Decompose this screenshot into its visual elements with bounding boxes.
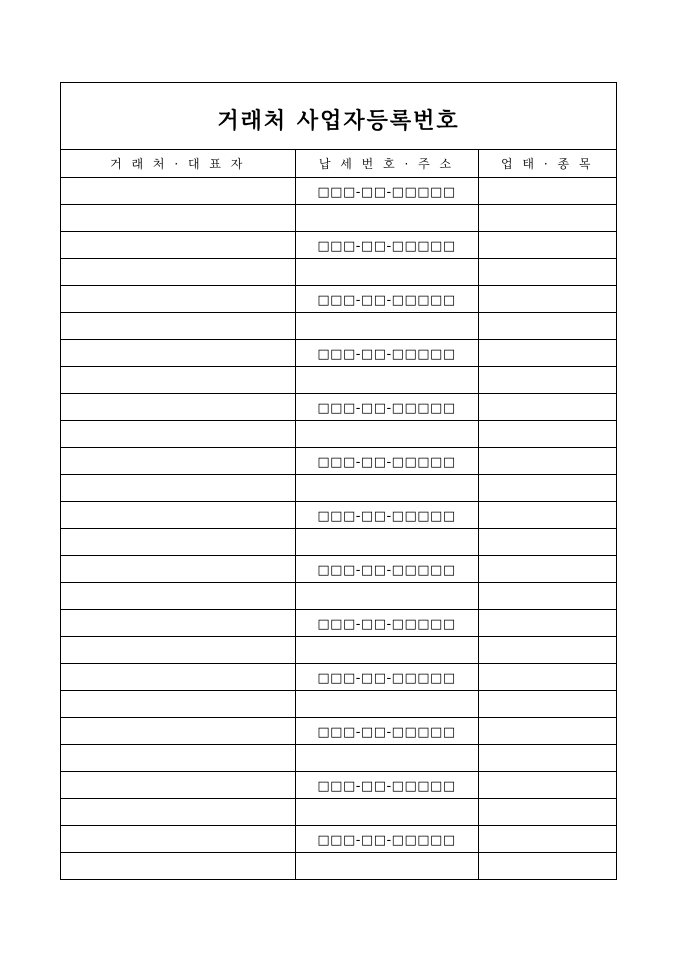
registration-number-placeholder: □□□-□□-□□□□□	[317, 671, 456, 686]
form-title: 거래처 사업자등록번호	[217, 107, 460, 134]
client-name-cell[interactable]	[61, 528, 295, 555]
header-taxpayer-address: 납 세 번 호 · 주 소	[295, 150, 478, 177]
registration-number-cell[interactable]	[295, 609, 478, 636]
business-type-cell[interactable]	[478, 744, 616, 771]
registration-number-cell[interactable]	[295, 690, 478, 717]
table-row	[61, 501, 616, 528]
title-box	[61, 83, 616, 150]
business-type-cell[interactable]	[478, 339, 616, 366]
registration-number-cell[interactable]	[295, 420, 478, 447]
client-name-cell[interactable]	[61, 204, 295, 231]
table-body	[61, 177, 616, 879]
client-name-cell[interactable]	[61, 177, 295, 204]
table-row	[61, 771, 616, 798]
header-business-type: 업 태 · 종 목	[478, 150, 616, 177]
table-row	[61, 690, 616, 717]
registration-form	[60, 82, 617, 880]
client-name-cell[interactable]	[61, 366, 295, 393]
table-row	[61, 366, 616, 393]
table-row	[61, 393, 616, 420]
header-row	[61, 150, 616, 177]
business-type-cell[interactable]	[478, 690, 616, 717]
table-row	[61, 447, 616, 474]
registration-number-cell[interactable]	[295, 177, 478, 204]
registration-number-cell[interactable]	[295, 771, 478, 798]
client-name-cell[interactable]	[61, 771, 295, 798]
client-name-cell[interactable]	[61, 744, 295, 771]
table-row	[61, 285, 616, 312]
table-row	[61, 663, 616, 690]
registration-number-placeholder: □□□-□□-□□□□□	[317, 401, 456, 416]
client-name-cell[interactable]	[61, 798, 295, 825]
registration-number-cell[interactable]	[295, 474, 478, 501]
registration-number-placeholder: □□□-□□-□□□□□	[317, 617, 456, 632]
registration-number-placeholder: □□□-□□-□□□□□	[317, 725, 456, 740]
table-row	[61, 825, 616, 852]
table-row	[61, 609, 616, 636]
registration-number-placeholder: □□□-□□-□□□□□	[317, 563, 456, 578]
registration-number-cell[interactable]	[295, 312, 478, 339]
table-row	[61, 717, 616, 744]
registration-number-cell[interactable]	[295, 582, 478, 609]
business-type-cell[interactable]	[478, 825, 616, 852]
registration-number-cell[interactable]	[295, 366, 478, 393]
business-type-cell[interactable]	[478, 609, 616, 636]
business-type-cell[interactable]	[478, 528, 616, 555]
registration-number-placeholder: □□□-□□-□□□□□	[317, 239, 456, 254]
registration-number-placeholder: □□□-□□-□□□□□	[317, 455, 456, 470]
client-name-cell[interactable]	[61, 231, 295, 258]
client-name-cell[interactable]	[61, 717, 295, 744]
client-name-cell[interactable]	[61, 852, 295, 879]
registration-number-cell[interactable]	[295, 744, 478, 771]
business-type-cell[interactable]	[478, 582, 616, 609]
business-type-cell[interactable]	[478, 852, 616, 879]
business-type-cell[interactable]	[478, 366, 616, 393]
client-table	[61, 150, 616, 879]
client-name-cell[interactable]	[61, 285, 295, 312]
registration-number-cell[interactable]	[295, 501, 478, 528]
registration-number-placeholder: □□□-□□-□□□□□	[317, 185, 456, 200]
business-type-cell[interactable]	[478, 258, 616, 285]
business-type-cell[interactable]	[478, 285, 616, 312]
registration-number-cell[interactable]	[295, 339, 478, 366]
client-name-cell[interactable]	[61, 555, 295, 582]
business-type-cell[interactable]	[478, 312, 616, 339]
client-name-cell[interactable]	[61, 609, 295, 636]
business-type-cell[interactable]	[478, 663, 616, 690]
table-row	[61, 528, 616, 555]
business-type-cell[interactable]	[478, 771, 616, 798]
business-type-cell[interactable]	[478, 636, 616, 663]
business-type-cell[interactable]	[478, 447, 616, 474]
registration-number-placeholder: □□□-□□-□□□□□	[317, 509, 456, 524]
table-row	[61, 258, 616, 285]
client-name-cell[interactable]	[61, 339, 295, 366]
business-type-cell[interactable]	[478, 555, 616, 582]
registration-number-cell[interactable]	[295, 852, 478, 879]
business-type-cell[interactable]	[478, 501, 616, 528]
table-row	[61, 177, 616, 204]
table-row	[61, 204, 616, 231]
registration-number-cell[interactable]	[295, 447, 478, 474]
registration-number-cell[interactable]	[295, 798, 478, 825]
table-row	[61, 555, 616, 582]
client-name-cell[interactable]	[61, 420, 295, 447]
table-row	[61, 636, 616, 663]
table-row	[61, 744, 616, 771]
business-type-cell[interactable]	[478, 231, 616, 258]
business-type-cell[interactable]	[478, 798, 616, 825]
table-row	[61, 852, 616, 879]
table-row	[61, 339, 616, 366]
table-row	[61, 474, 616, 501]
registration-number-cell[interactable]	[295, 528, 478, 555]
table-row	[61, 312, 616, 339]
client-name-cell[interactable]	[61, 312, 295, 339]
business-type-cell[interactable]	[478, 717, 616, 744]
table-row	[61, 798, 616, 825]
business-type-cell[interactable]	[478, 177, 616, 204]
client-name-cell[interactable]	[61, 690, 295, 717]
client-name-cell[interactable]	[61, 825, 295, 852]
client-name-cell[interactable]	[61, 258, 295, 285]
registration-number-cell[interactable]	[295, 825, 478, 852]
registration-number-cell[interactable]	[295, 204, 478, 231]
registration-number-cell[interactable]	[295, 663, 478, 690]
registration-number-placeholder: □□□-□□-□□□□□	[317, 779, 456, 794]
registration-number-cell[interactable]	[295, 393, 478, 420]
client-name-cell[interactable]	[61, 393, 295, 420]
client-name-cell[interactable]	[61, 636, 295, 663]
registration-number-cell[interactable]	[295, 555, 478, 582]
registration-number-placeholder: □□□-□□-□□□□□	[317, 293, 456, 308]
table-row	[61, 231, 616, 258]
client-name-cell[interactable]	[61, 447, 295, 474]
client-name-cell[interactable]	[61, 582, 295, 609]
table-row	[61, 420, 616, 447]
registration-number-cell[interactable]	[295, 636, 478, 663]
registration-number-placeholder: □□□-□□-□□□□□	[317, 347, 456, 362]
registration-number-placeholder: □□□-□□-□□□□□	[317, 833, 456, 848]
business-type-cell[interactable]	[478, 420, 616, 447]
registration-number-cell[interactable]	[295, 285, 478, 312]
client-name-cell[interactable]	[61, 663, 295, 690]
header-client-representative: 거 래 처 · 대 표 자	[61, 150, 295, 177]
registration-number-cell[interactable]	[295, 231, 478, 258]
client-name-cell[interactable]	[61, 474, 295, 501]
registration-number-cell[interactable]	[295, 717, 478, 744]
business-type-cell[interactable]	[478, 204, 616, 231]
registration-number-cell[interactable]	[295, 258, 478, 285]
business-type-cell[interactable]	[478, 474, 616, 501]
client-name-cell[interactable]	[61, 501, 295, 528]
table-row	[61, 582, 616, 609]
business-type-cell[interactable]	[478, 393, 616, 420]
